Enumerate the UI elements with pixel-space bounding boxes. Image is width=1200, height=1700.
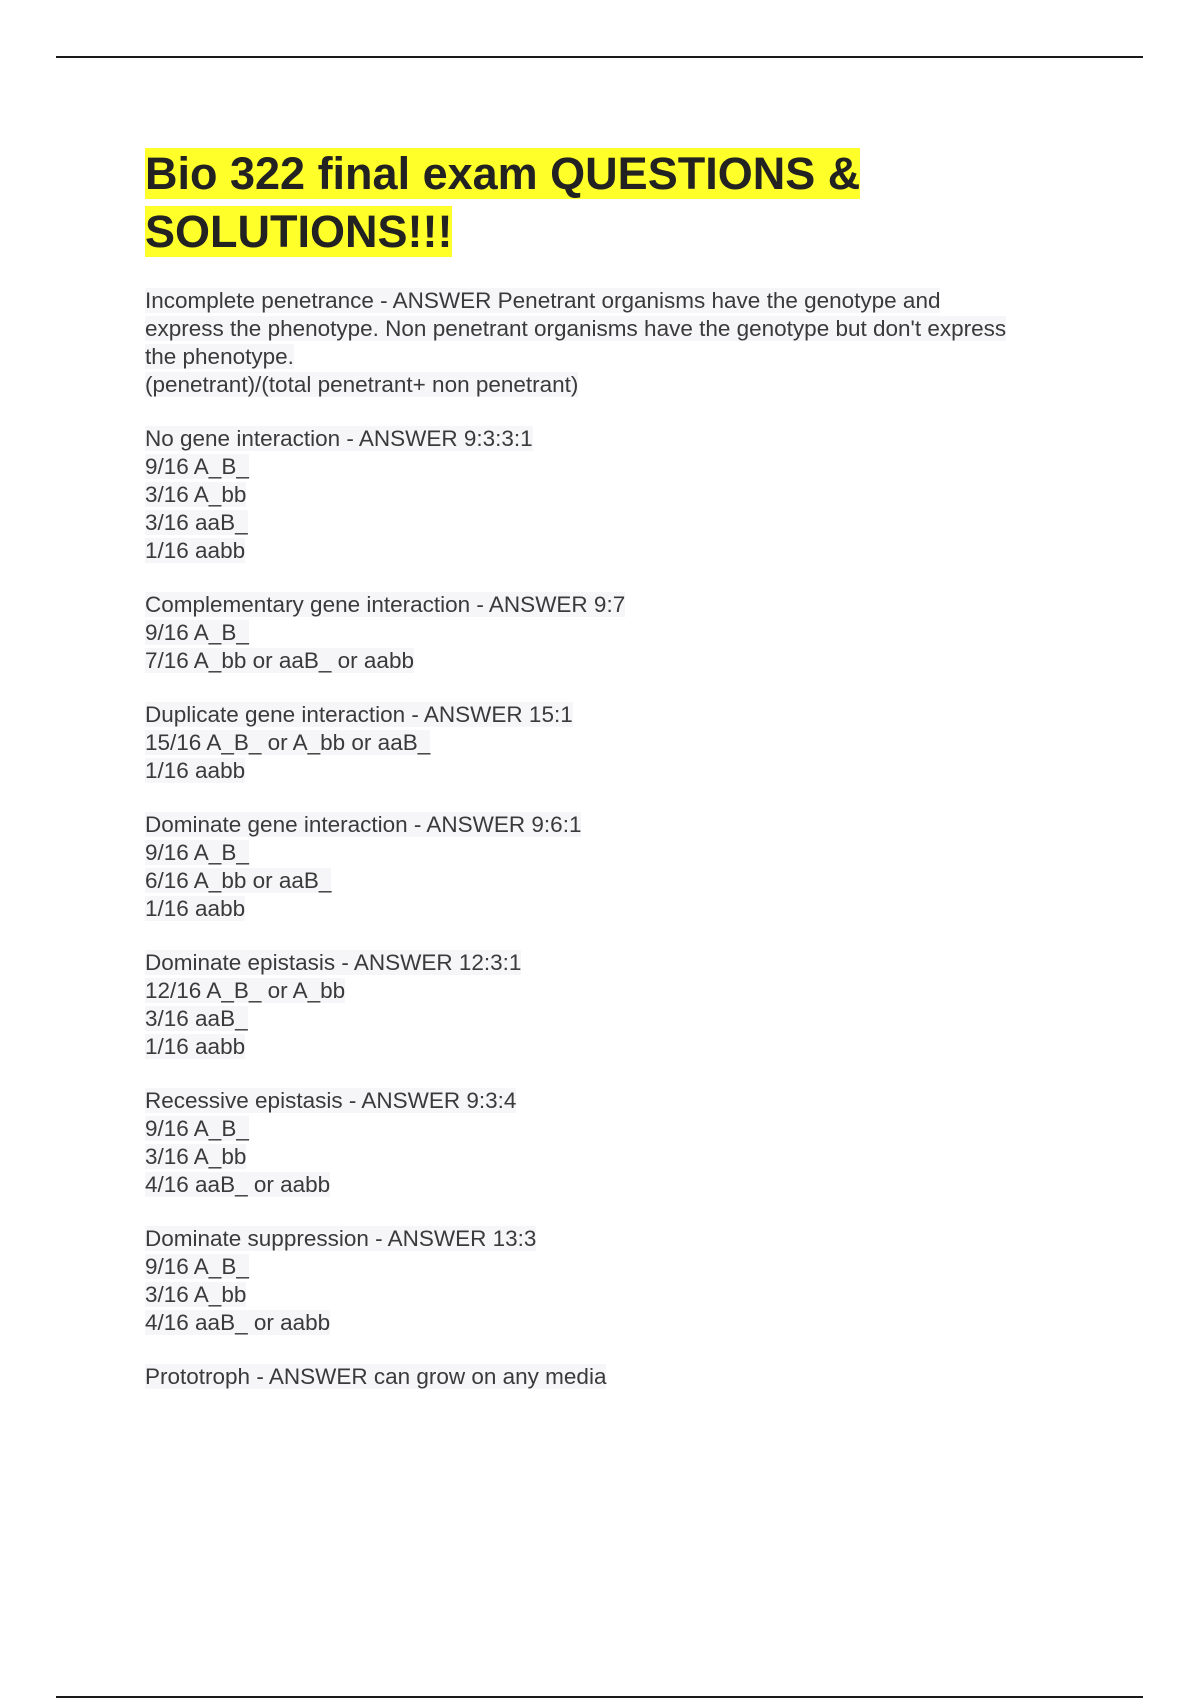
qa-entry — [145, 1087, 1085, 1199]
qa-question-line — [145, 591, 1085, 619]
qa-line-text: 1/16 aabb — [145, 538, 246, 563]
qa-question-line — [145, 1225, 1085, 1253]
title-line-2: SOLUTIONS!!! — [145, 206, 453, 257]
qa-question-line — [145, 1363, 1085, 1391]
qa-answer-line — [145, 977, 1085, 1005]
qa-entries — [145, 287, 1085, 1391]
qa-line-text: 1/16 aabb — [145, 1034, 246, 1059]
qa-entry — [145, 1363, 1085, 1391]
qa-answer-line — [145, 1171, 1085, 1199]
qa-line-text: 7/16 A_bb or aaB_ or aabb — [145, 648, 414, 673]
qa-answer-line — [145, 343, 1085, 371]
qa-line-text: 1/16 aabb — [145, 896, 246, 921]
qa-question-line — [145, 949, 1085, 977]
qa-answer-line — [145, 1309, 1085, 1337]
qa-line-text: (penetrant)/(total penetrant+ non penetrant) — [145, 372, 579, 397]
title-line-1: Bio 322 final exam QUESTIONS & — [145, 148, 861, 199]
qa-line-text: 4/16 aaB_ or aabb — [145, 1172, 331, 1197]
qa-line-text: 1/16 aabb — [145, 758, 246, 783]
qa-line-text: 3/16 aaB_ — [145, 1006, 248, 1031]
qa-answer-line — [145, 1143, 1085, 1171]
qa-question-line — [145, 701, 1085, 729]
qa-line-text: Incomplete penetrance - ANSWER Penetrant organisms have the genotype and — [145, 288, 941, 313]
qa-line-text: 3/16 A_bb — [145, 1144, 247, 1169]
qa-question-line — [145, 425, 1085, 453]
qa-line-text: Duplicate gene interaction - ANSWER 15:1 — [145, 702, 573, 727]
qa-line-text: Recessive epistasis - ANSWER 9:3:4 — [145, 1088, 517, 1113]
qa-line-text: 9/16 A_B_ — [145, 840, 249, 865]
qa-answer-line — [145, 839, 1085, 867]
qa-answer-line — [145, 509, 1085, 537]
qa-line-text: 3/16 aaB_ — [145, 510, 248, 535]
qa-line-text: 9/16 A_B_ — [145, 1116, 249, 1141]
qa-answer-line — [145, 371, 1085, 399]
header-rule — [56, 56, 1143, 58]
qa-line-text: 4/16 aaB_ or aabb — [145, 1310, 331, 1335]
qa-question-line — [145, 1087, 1085, 1115]
qa-answer-line — [145, 729, 1085, 757]
qa-answer-line — [145, 315, 1085, 343]
qa-answer-line — [145, 867, 1085, 895]
qa-answer-line — [145, 537, 1085, 565]
qa-line-text: 3/16 A_bb — [145, 482, 247, 507]
qa-entry — [145, 287, 1085, 399]
qa-entry — [145, 591, 1085, 675]
qa-question-line — [145, 811, 1085, 839]
qa-line-text: 6/16 A_bb or aaB_ — [145, 868, 332, 893]
qa-line-text: 15/16 A_B_ or A_bb or aaB_ — [145, 730, 431, 755]
qa-answer-line — [145, 453, 1085, 481]
qa-entry — [145, 701, 1085, 785]
qa-line-text: Complementary gene interaction - ANSWER 9:7 — [145, 592, 626, 617]
qa-line-text: No gene interaction - ANSWER 9:3:3:1 — [145, 426, 533, 451]
qa-line-text: Dominate gene interaction - ANSWER 9:6:1 — [145, 812, 582, 837]
qa-answer-line — [145, 895, 1085, 923]
qa-entry — [145, 811, 1085, 923]
qa-answer-line — [145, 481, 1085, 509]
qa-entry — [145, 1225, 1085, 1337]
document-body — [145, 145, 1085, 1417]
qa-answer-line — [145, 1115, 1085, 1143]
qa-line-text: Dominate suppression - ANSWER 13:3 — [145, 1226, 537, 1251]
footer-rule — [56, 1696, 1143, 1698]
qa-answer-line — [145, 1281, 1085, 1309]
qa-entry — [145, 949, 1085, 1061]
qa-answer-line — [145, 647, 1085, 675]
qa-line-text: the phenotype. — [145, 344, 294, 369]
qa-answer-line — [145, 1033, 1085, 1061]
qa-answer-line — [145, 1253, 1085, 1281]
qa-answer-line — [145, 619, 1085, 647]
qa-line-text: 3/16 A_bb — [145, 1282, 247, 1307]
document-title — [145, 145, 1085, 261]
qa-line-text: 9/16 A_B_ — [145, 1254, 249, 1279]
qa-line-text: 12/16 A_B_ or A_bb — [145, 978, 346, 1003]
qa-entry — [145, 425, 1085, 565]
qa-question-line — [145, 287, 1085, 315]
qa-line-text: 9/16 A_B_ — [145, 454, 249, 479]
qa-answer-line — [145, 757, 1085, 785]
qa-line-text: 9/16 A_B_ — [145, 620, 249, 645]
qa-answer-line — [145, 1005, 1085, 1033]
qa-line-text: express the phenotype. Non penetrant organisms have the genotype but don't express — [145, 316, 1007, 341]
qa-line-text: Dominate epistasis - ANSWER 12:3:1 — [145, 950, 522, 975]
qa-line-text: Prototroph - ANSWER can grow on any media — [145, 1364, 607, 1389]
